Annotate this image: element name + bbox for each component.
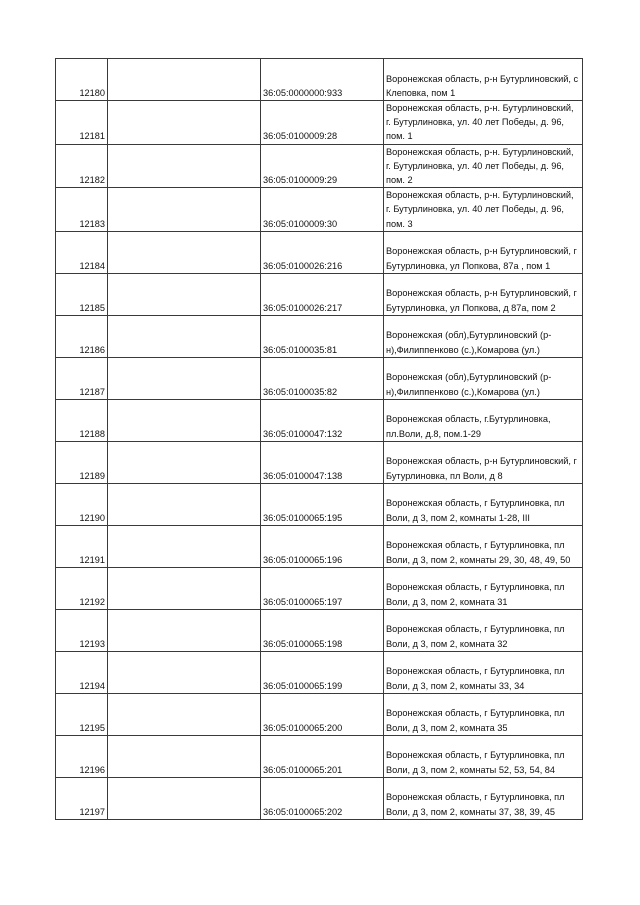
record-number-cell: 12180 xyxy=(56,59,108,101)
table-row xyxy=(56,144,583,188)
empty-cell xyxy=(108,59,261,101)
record-number-cell: 12192 xyxy=(56,567,108,609)
table-row xyxy=(56,315,583,357)
record-number-cell: 12196 xyxy=(56,735,108,777)
cadastral-number-cell: 36:05:0100009:28 xyxy=(261,101,384,145)
table-row xyxy=(56,59,583,101)
cadastral-number-cell: 36:05:0100065:202 xyxy=(261,777,384,819)
cadastral-number-cell: 36:05:0100035:82 xyxy=(261,357,384,399)
address-cell: Воронежская область, р-н. Бутурлиновский, г. Бутурлиновка, ул. 40 лет Победы, д. 96, пом. 2 xyxy=(384,144,583,188)
cadastral-number-cell: 36:05:0100065:199 xyxy=(261,651,384,693)
record-number-cell: 12187 xyxy=(56,357,108,399)
address-cell: Воронежская (обл),Бутурлиновский (р-н),Филиппенково (с.),Комарова (ул.) xyxy=(384,357,583,399)
address-cell: Воронежская область, р-н Бутурлиновский, г Бутурлиновка, ул Попкова, 87а , пом 1 xyxy=(384,231,583,273)
table-row xyxy=(56,399,583,441)
empty-cell xyxy=(108,567,261,609)
cadastral-number-cell: 36:05:0100026:217 xyxy=(261,273,384,315)
table-row xyxy=(56,777,583,819)
table-row xyxy=(56,525,583,567)
cadastral-number-cell: 36:05:0100009:29 xyxy=(261,144,384,188)
table-row xyxy=(56,231,583,273)
empty-cell xyxy=(108,609,261,651)
address-cell: Воронежская область, р-н Бутурлиновский, с Клеповка, пом 1 xyxy=(384,59,583,101)
address-cell: Воронежская область, г Бутурлиновка, пл Воли, д 3, пом 2, комнаты 29, 30, 48, 49, 50 xyxy=(384,525,583,567)
empty-cell xyxy=(108,144,261,188)
record-number-cell: 12183 xyxy=(56,188,108,232)
record-number-cell: 12185 xyxy=(56,273,108,315)
address-cell: Воронежская область, г Бутурлиновка, пл Воли, д 3, пом 2, комнаты 33, 34 xyxy=(384,651,583,693)
empty-cell xyxy=(108,525,261,567)
cadastral-number-cell: 36:05:0100065:200 xyxy=(261,693,384,735)
table-row xyxy=(56,357,583,399)
address-cell: Воронежская область, г Бутурлиновка, пл Воли, д 3, пом 2, комнаты 52, 53, 54, 84 xyxy=(384,735,583,777)
cadastral-number-cell: 36:05:0100035:81 xyxy=(261,315,384,357)
cadastral-number-cell: 36:05:0000000:933 xyxy=(261,59,384,101)
empty-cell xyxy=(108,101,261,145)
record-number-cell: 12195 xyxy=(56,693,108,735)
cadastral-number-cell: 36:05:0100065:201 xyxy=(261,735,384,777)
record-number-cell: 12193 xyxy=(56,609,108,651)
empty-cell xyxy=(108,231,261,273)
empty-cell xyxy=(108,399,261,441)
address-cell: Воронежская область, р-н. Бутурлиновский, г. Бутурлиновка, ул. 40 лет Победы, д. 96, пом. 3 xyxy=(384,188,583,232)
cadastral-number-cell: 36:05:0100065:198 xyxy=(261,609,384,651)
record-number-cell: 12188 xyxy=(56,399,108,441)
empty-cell xyxy=(108,693,261,735)
record-number-cell: 12181 xyxy=(56,101,108,145)
address-cell: Воронежская область, г Бутурлиновка, пл Воли, д 3, пом 2, комнаты 1-28, III xyxy=(384,483,583,525)
cadastral-number-cell: 36:05:0100065:197 xyxy=(261,567,384,609)
table-row xyxy=(56,483,583,525)
record-number-cell: 12182 xyxy=(56,144,108,188)
table-row xyxy=(56,567,583,609)
record-number-cell: 12184 xyxy=(56,231,108,273)
record-number-cell: 12197 xyxy=(56,777,108,819)
address-cell: Воронежская область, г.Бутурлиновка, пл.Воли, д.8, пом.1-29 xyxy=(384,399,583,441)
address-cell: Воронежская область, г Бутурлиновка, пл Воли, д 3, пом 2, комната 31 xyxy=(384,567,583,609)
property-registry-table xyxy=(55,58,583,820)
record-number-cell: 12190 xyxy=(56,483,108,525)
empty-cell xyxy=(108,357,261,399)
empty-cell xyxy=(108,188,261,232)
address-cell: Воронежская (обл),Бутурлиновский (р-н),Филиппенково (с.),Комарова (ул.) xyxy=(384,315,583,357)
address-cell: Воронежская область, г Бутурлиновка, пл Воли, д 3, пом 2, комната 32 xyxy=(384,609,583,651)
empty-cell xyxy=(108,315,261,357)
table-row xyxy=(56,693,583,735)
address-cell: Воронежская область, р-н Бутурлиновский, г Бутурлиновка, пл Воли, д 8 xyxy=(384,441,583,483)
cadastral-number-cell: 36:05:0100065:196 xyxy=(261,525,384,567)
empty-cell xyxy=(108,483,261,525)
table-row xyxy=(56,101,583,145)
cadastral-number-cell: 36:05:0100047:132 xyxy=(261,399,384,441)
record-number-cell: 12194 xyxy=(56,651,108,693)
empty-cell xyxy=(108,735,261,777)
table-body xyxy=(56,59,583,820)
cadastral-number-cell: 36:05:0100065:195 xyxy=(261,483,384,525)
cadastral-number-cell: 36:05:0100009:30 xyxy=(261,188,384,232)
table-row xyxy=(56,651,583,693)
empty-cell xyxy=(108,441,261,483)
cadastral-number-cell: 36:05:0100047:138 xyxy=(261,441,384,483)
address-cell: Воронежская область, р-н. Бутурлиновский, г. Бутурлиновка, ул. 40 лет Победы, д. 96, пом. 1 xyxy=(384,101,583,145)
record-number-cell: 12189 xyxy=(56,441,108,483)
address-cell: Воронежская область, р-н Бутурлиновский, г Бутурлиновка, ул Попкова, д 87а, пом 2 xyxy=(384,273,583,315)
table-row xyxy=(56,188,583,232)
table-row xyxy=(56,273,583,315)
table-row xyxy=(56,609,583,651)
address-cell: Воронежская область, г Бутурлиновка, пл Воли, д 3, пом 2, комната 35 xyxy=(384,693,583,735)
table-row xyxy=(56,441,583,483)
empty-cell xyxy=(108,777,261,819)
address-cell: Воронежская область, г Бутурлиновка, пл Воли, д 3, пом 2, комнаты 37, 38, 39, 45 xyxy=(384,777,583,819)
record-number-cell: 12191 xyxy=(56,525,108,567)
empty-cell xyxy=(108,651,261,693)
cadastral-number-cell: 36:05:0100026:216 xyxy=(261,231,384,273)
empty-cell xyxy=(108,273,261,315)
table-row xyxy=(56,735,583,777)
record-number-cell: 12186 xyxy=(56,315,108,357)
